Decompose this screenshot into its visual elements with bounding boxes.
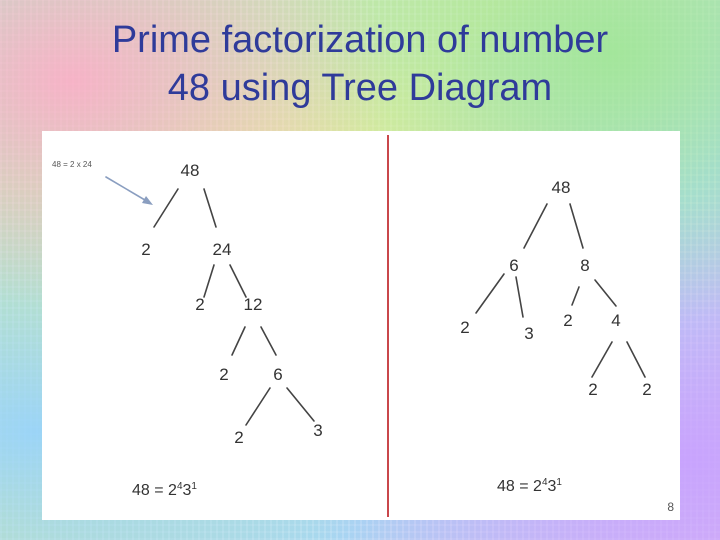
- right-edge: [516, 277, 523, 317]
- right-node-3: 3: [524, 324, 534, 343]
- right-edge: [627, 342, 645, 377]
- left-node-2: 2: [234, 428, 244, 447]
- left-node-48: 48: [180, 161, 200, 180]
- left-result-exp1: 4: [176, 481, 183, 492]
- right-edge: [572, 287, 579, 305]
- right-edge: [595, 280, 616, 306]
- page-number: 8: [667, 500, 674, 514]
- right-edge: [476, 274, 504, 313]
- title-line-1: Prime factorization of number: [111, 19, 609, 61]
- diagram-panel: [42, 131, 680, 520]
- left-node-2: 2: [219, 365, 229, 384]
- right-result-prefix: 48 = 2: [497, 478, 542, 495]
- left-node-2: 2: [141, 240, 151, 259]
- left-result-prefix: 48 = 2: [132, 482, 177, 499]
- left-node-2: 2: [195, 295, 205, 314]
- right-tree: [42, 131, 680, 520]
- left-node-6: 6: [273, 365, 283, 384]
- right-node-2: 2: [588, 380, 598, 399]
- right-node-8: 8: [580, 256, 590, 275]
- right-node-48: 48: [551, 178, 571, 197]
- title-line-2: 48 using Tree Diagram: [167, 67, 553, 109]
- left-node-24: 24: [212, 240, 232, 259]
- right-result-exp1: 4: [541, 477, 548, 488]
- right-node-6: 6: [509, 256, 519, 275]
- right-node-2: 2: [642, 380, 652, 399]
- right-node-2: 2: [563, 311, 573, 330]
- left-result-base2: 3: [182, 482, 192, 499]
- right-edge: [592, 342, 612, 377]
- right-edge: [524, 204, 547, 248]
- right-result-exp2: 1: [556, 477, 562, 488]
- right-result-base2: 3: [547, 478, 557, 495]
- right-edge: [570, 204, 583, 248]
- left-node-12: 12: [243, 295, 263, 314]
- left-tree-note: 48 = 2 x 24: [52, 160, 92, 169]
- slide-title: [0, 16, 720, 112]
- right-result: [497, 477, 562, 496]
- right-node-4: 4: [611, 311, 621, 330]
- right-node-2: 2: [460, 318, 470, 337]
- left-result-exp2: 1: [191, 481, 197, 492]
- left-node-3: 3: [313, 421, 323, 440]
